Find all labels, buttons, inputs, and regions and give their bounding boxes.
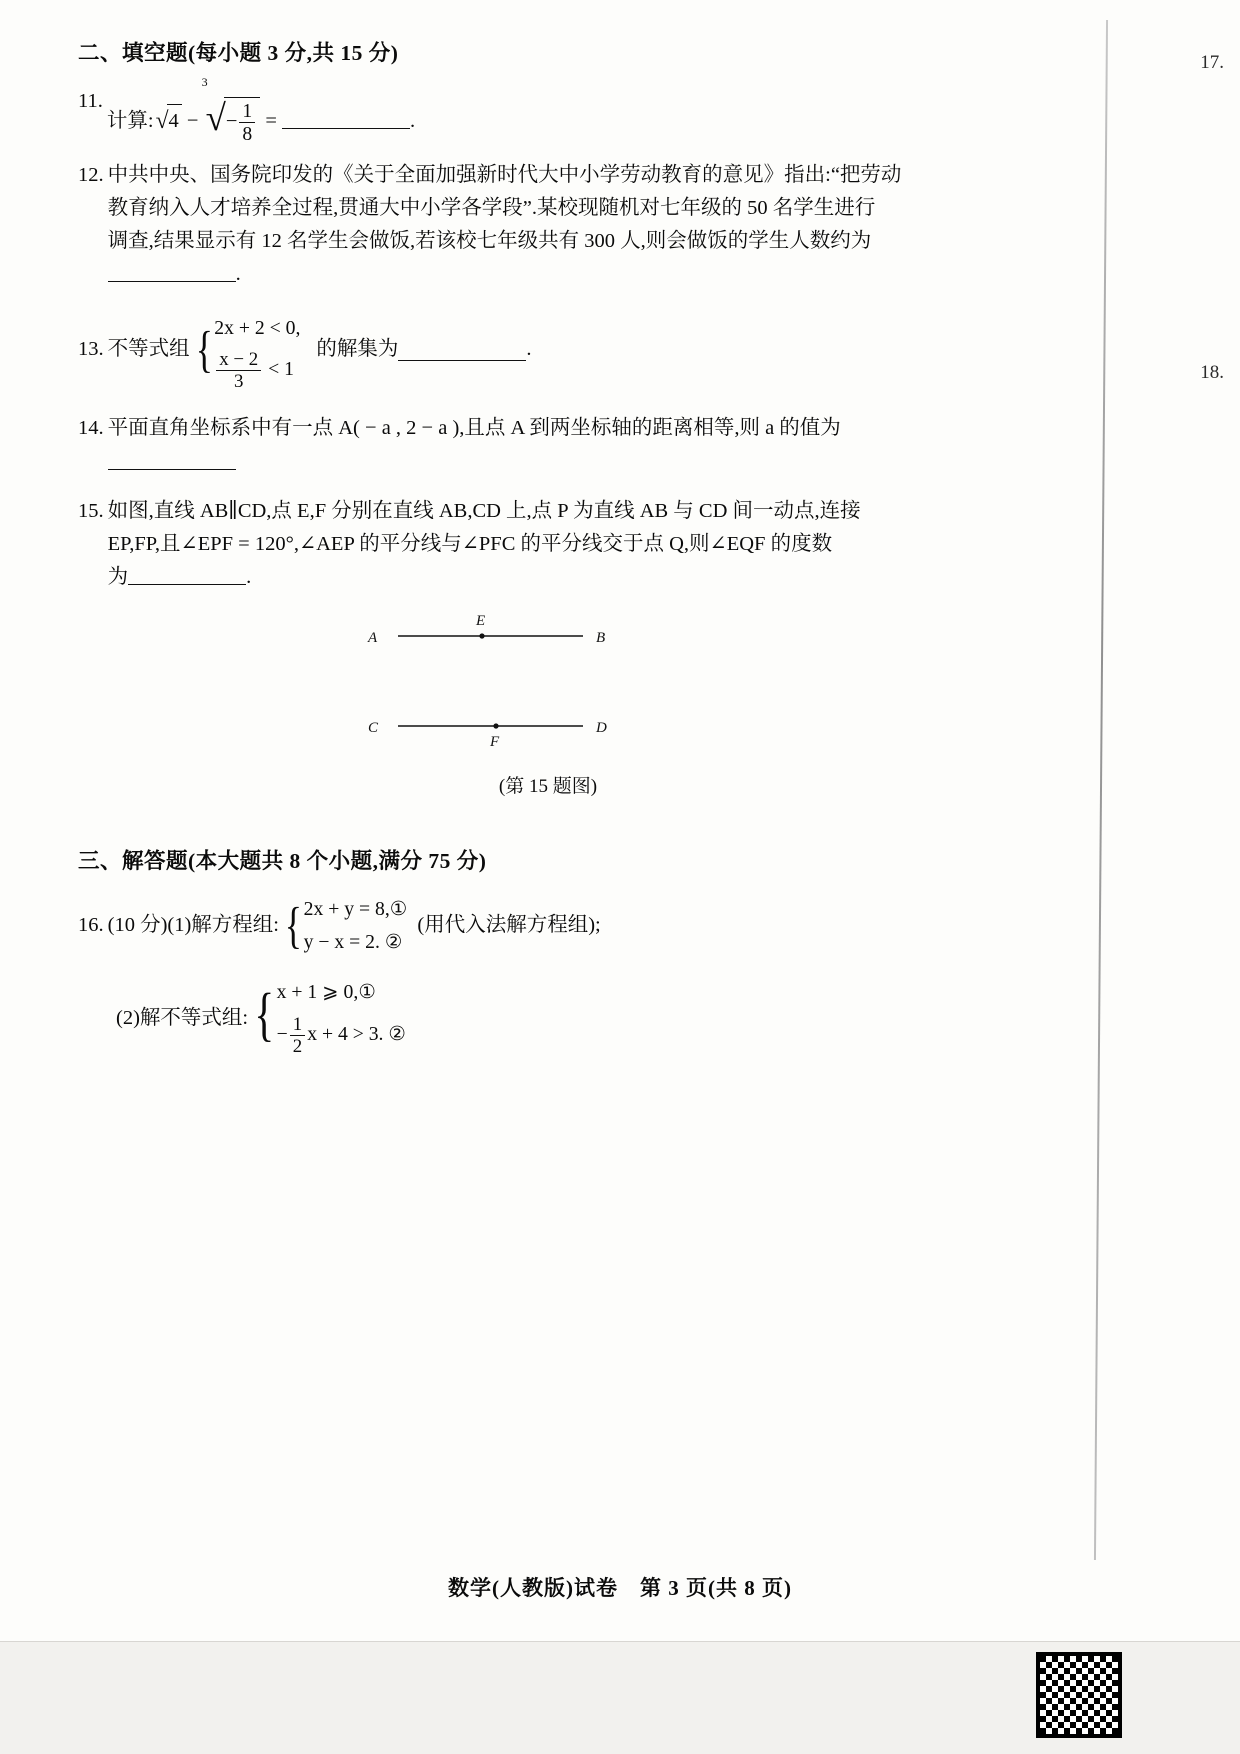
svg-text:C: C <box>368 720 379 737</box>
question-11-lead: 计算: <box>106 110 154 132</box>
left-brace-icon: { <box>254 980 275 1047</box>
question-14-number: 14. <box>78 417 104 440</box>
equation-system-16 <box>281 893 407 958</box>
question-11-minus: − <box>186 110 199 132</box>
question-11 <box>78 75 1018 145</box>
question-16-part1-label: (1)解方程组: <box>167 914 280 937</box>
question-14 <box>78 412 1018 478</box>
inequality-16-row-1: x + 1 ⩾ 0,① <box>276 981 376 1004</box>
question-15-line-2: EP,FP,且∠EPF = 120°,∠AEP 的平分线与∠PFC 的平分线交于点 Q,则∠EQF 的度数 <box>107 532 833 555</box>
question-16-score: (10 分) <box>107 914 168 937</box>
answer-blank-12[interactable] <box>108 261 236 283</box>
question-12-number: 12. <box>78 163 104 186</box>
figure-question-15 <box>78 610 1018 798</box>
question-16 <box>78 893 1018 958</box>
sqrt-4: √4 <box>154 101 182 139</box>
inequality-rows <box>214 308 300 393</box>
answer-blank-14[interactable] <box>108 448 236 470</box>
answer-blank-15[interactable] <box>128 564 246 586</box>
section-title-fill-blank: 二、填空题(每小题 3 分,共 15 分) <box>78 41 399 65</box>
equation-rows <box>304 893 408 958</box>
inequality-system-13 <box>192 308 301 393</box>
equation-16-row-2: y − x = 2. ② <box>303 930 403 953</box>
question-16-part1-note: (用代入法解方程组); <box>417 914 601 937</box>
inequality-16-row-2: − $\frac{1}{2}$ x + 4 > 3. ② <box>276 1013 407 1057</box>
question-15 <box>78 495 1018 595</box>
question-15-period: . <box>246 566 252 589</box>
svg-text:F: F <box>490 734 500 751</box>
svg-text:D: D <box>596 720 607 737</box>
question-13-lead: 不等式组 <box>107 338 190 361</box>
question-14-text: 平面直角坐标系中有一点 A( − a , 2 − a ),且点 A 到两坐标轴的距离相等,则 a 的值为 <box>107 417 841 440</box>
question-16-part2 <box>78 972 1018 1057</box>
question-11-body <box>106 75 1018 145</box>
page-content <box>78 36 1018 1057</box>
inequality-rows-16 <box>277 972 406 1057</box>
question-12-line-1: 中共中央、国务院印发的《关于全面加强新时代大中小学劳动教育的意见》指出:“把劳动 <box>107 163 902 186</box>
question-12 <box>78 159 1018 292</box>
svg-text:A: A <box>368 630 378 647</box>
margin-note-18: 18. <box>1200 362 1224 383</box>
section-title-answer: 三、解答题(本大题共 8 个小题,满分 75 分) <box>78 849 487 874</box>
question-13-number: 13. <box>78 338 104 361</box>
question-16-number: 16. <box>78 914 104 937</box>
question-16-part2-label: (2)解不等式组: <box>116 1006 249 1029</box>
left-brace-icon: { <box>284 896 302 954</box>
parallel-lines-diagram <box>338 610 758 760</box>
question-11-period: . <box>410 110 416 132</box>
question-12-period: . <box>235 263 241 286</box>
equation-16-row-1: 2x + y = 8,① <box>303 898 408 921</box>
page-footer: 数学(人教版)试卷 第 3 页(共 8 页) <box>448 1576 792 1600</box>
question-13-tail: 的解集为 <box>316 338 399 361</box>
question-15-body <box>108 495 1018 595</box>
question-13 <box>78 308 1018 393</box>
figure-caption-15: (第 15 题图) <box>498 776 598 798</box>
inequality-13-row-1: 2x + 2 < 0, <box>214 316 301 339</box>
inequality-system-16 <box>250 972 406 1057</box>
svg-text:E: E <box>476 613 486 630</box>
question-15-line-1: 如图,直线 AB∥CD,点 E,F 分别在直线 AB,CD 上,点 P 为直线 AB 与 CD 间一动点,连接 <box>107 499 861 522</box>
question-13-body <box>108 308 1018 393</box>
left-brace-icon: { <box>195 320 213 378</box>
question-12-line-3: 调查,结果显示有 12 名学生会做饭,若该校七年级共有 300 人,则会做饭的学生人数约为 <box>107 230 872 253</box>
question-15-number: 15. <box>78 499 104 522</box>
svg-text:B: B <box>596 630 606 647</box>
question-14-body <box>108 412 1018 478</box>
question-16-body <box>108 893 1018 958</box>
answer-blank-11[interactable] <box>282 108 410 130</box>
inequality-13-row-2: $\frac{x - 2}{3}$ < 1 <box>214 349 300 392</box>
qr-code-icon <box>1036 1652 1122 1738</box>
question-11-equals: = <box>265 110 277 132</box>
question-15-line-3-lead: 为 <box>107 566 129 589</box>
question-11-number: 11. <box>78 90 103 112</box>
scan-edge <box>1094 20 1108 1560</box>
question-12-body <box>108 159 1018 292</box>
margin-note-17: 17. <box>1200 52 1224 73</box>
question-12-line-2: 教育纳入人才培养全过程,贯通大中小学各学段”.某校现随机对七年级的 50 名学生进行 <box>107 197 876 220</box>
answer-blank-13[interactable] <box>398 339 526 361</box>
question-13-period: . <box>526 338 532 361</box>
cube-root: 3 √− $\frac{1}{8}$ <box>204 85 261 145</box>
